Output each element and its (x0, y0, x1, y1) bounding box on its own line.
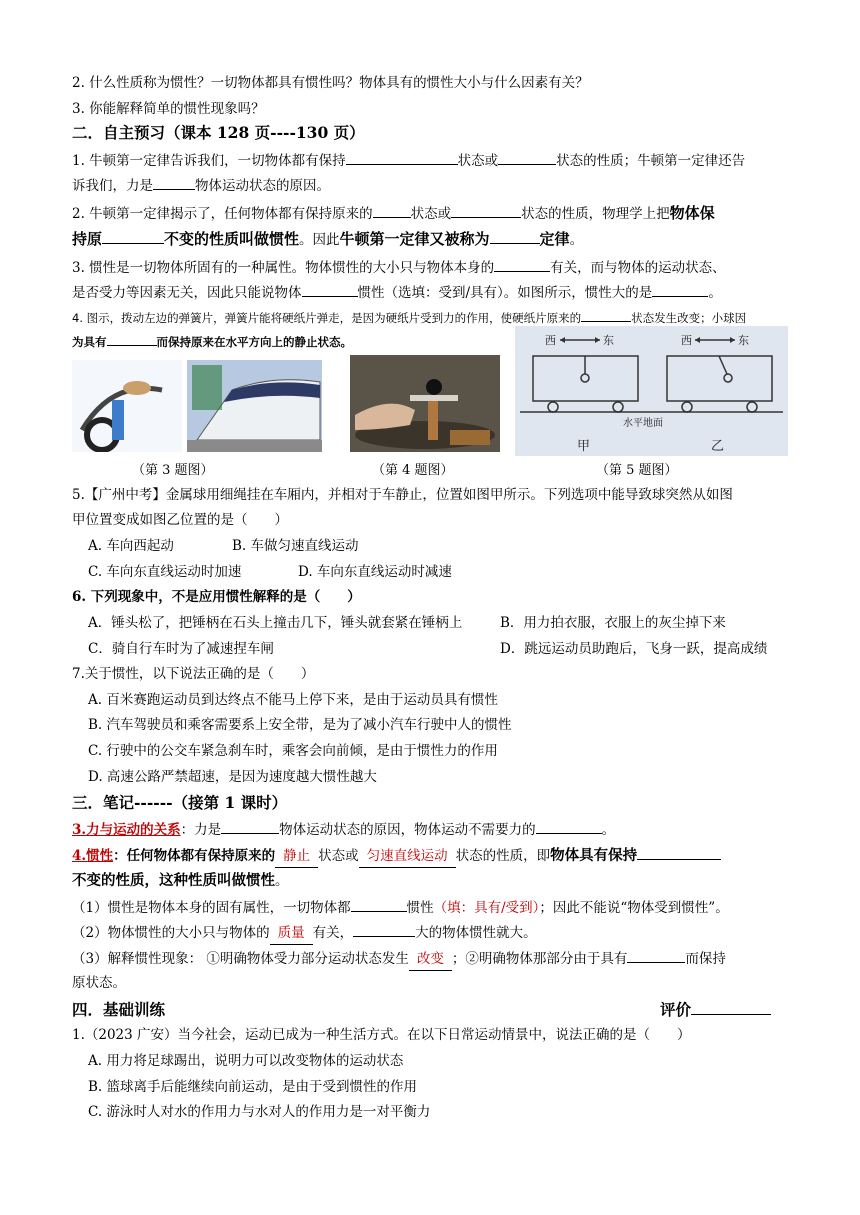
note-4-line-1 (72, 844, 792, 868)
text: 牛顿第一定律又被称为 (339, 230, 490, 248)
preview-item-2-line-1 (72, 202, 792, 225)
text: 物体保 (669, 204, 715, 222)
text: 3.力与运动的关系 (72, 822, 181, 838)
q7-option-a: A. 百米赛跑运动员到达终点不能马上停下来，是由于运动员具有惯性 (88, 692, 498, 708)
q5-option-b: B. 车做匀速直线运动 (232, 538, 359, 554)
text: 状态发生改变；小球因 (631, 311, 747, 325)
question-5-stem-2: 甲位置变成如图乙位置的是（ ） (72, 512, 288, 528)
text: 。 (569, 232, 584, 248)
text: 4.惯性 (72, 848, 114, 864)
note-sub-3 (72, 947, 792, 971)
question-2: 2. 什么性质称为惯性？一切物体都具有惯性吗？物体具有的惯性大小与什么因素有关？ (72, 75, 589, 91)
blank (102, 228, 164, 244)
blank (451, 202, 521, 218)
q5-option-a: A. 车向西起动 (88, 538, 174, 554)
text: 匀速直线运动 (359, 845, 456, 868)
text: 物体运动状态的原因，物体运动不需要力的 (279, 822, 536, 838)
q6-option-a: A．锤头松了，把锤柄在石头上撞击几下，锤头就套紧在锤柄上 (88, 615, 463, 631)
text: 有关， (312, 925, 354, 941)
preview-item-1-line-1 (72, 149, 792, 172)
training-q1-option-c: C. 游泳时人对水的作用力与水对人的作用力是一对平衡力 (88, 1104, 431, 1120)
fig5-west-label-2: 西 (681, 334, 692, 347)
text: 定律 (539, 230, 570, 248)
preview-item-3-line-2 (72, 281, 792, 304)
q5-option-d: D. 车向东直线运动时减速 (298, 564, 452, 580)
note-4-line-2 (72, 870, 792, 892)
q7-option-d: D. 高速公路严禁超速，是因为速度越大惯性越大 (88, 769, 377, 785)
text: 物体具有保持 (550, 847, 638, 864)
question-6-stem: 6. 下列现象中，不是应用惯性解释的是（ ） (72, 589, 361, 605)
fig5-east-label-2: 东 (738, 334, 749, 347)
text: 改变 (409, 948, 452, 971)
figure-3-image (72, 360, 322, 452)
text: （3）解释惯性现象： ①明确物体受力部分运动状态发生 (72, 951, 409, 967)
text: 有关，而与物体的运动状态、 (550, 260, 726, 276)
blank (221, 818, 279, 834)
blank (351, 896, 407, 912)
text: 大的物体惯性就大。 (415, 925, 537, 941)
blank (346, 149, 458, 165)
text: ：任何物体都有保持原来的 (113, 848, 276, 864)
text: 。 (275, 873, 289, 889)
text: ：力是 (180, 822, 222, 838)
fig5-jia-label: 甲 (577, 439, 591, 454)
blank (652, 281, 708, 297)
preview-item-1-line-2 (72, 174, 792, 197)
question-3: 3. 你能解释简单的惯性现象吗？ (72, 101, 265, 117)
text: ；②明确物体那部分由于具有 (451, 951, 628, 967)
fig5-ground-label: 水平地面 (623, 418, 663, 429)
note-sub-1 (72, 896, 792, 919)
note-sub-3-cont: 原状态。 (72, 975, 126, 991)
text: 状态或 (410, 206, 452, 222)
blank (490, 228, 540, 244)
blank (302, 281, 358, 297)
text: 是否受力等因素无关，因此只能说物体 (72, 285, 302, 301)
text: 状态或 (457, 153, 499, 169)
text: 不变的性质叫做惯性 (164, 230, 300, 248)
figure-5-diagram (515, 326, 788, 456)
note-3 (72, 818, 792, 841)
text: 2. 牛顿第一定律揭示了，任何物体都有保持原来的 (72, 206, 373, 222)
text: 静止 (275, 845, 318, 868)
q6-option-d: D．跳远运动员助跑后，飞身一跃，提高成绩 (500, 641, 768, 657)
blank (627, 947, 685, 963)
text: （填：具有/受到） (433, 900, 540, 916)
figure-4-image (350, 355, 500, 452)
blank (107, 330, 157, 346)
figure-4-caption: （第 4 题图） (372, 463, 454, 478)
text: 而保持 (685, 951, 726, 967)
blank (494, 256, 550, 272)
fig5-east-label: 东 (603, 334, 614, 347)
text: 为具有 (72, 335, 107, 349)
section-2-title: 二．自主预习（课本 128 页----130 页） (72, 123, 365, 142)
text: 。因此 (299, 232, 340, 248)
text: 而保持原来在水平方向上的静止状态。 (156, 335, 352, 349)
blank (581, 306, 631, 322)
text: 质量 (270, 922, 313, 945)
text: 评价 (660, 1000, 692, 1019)
blank (498, 149, 556, 165)
blank (637, 844, 721, 860)
blank (153, 174, 195, 190)
text: 惯性 (406, 900, 434, 916)
preview-item-3-line-1 (72, 256, 792, 279)
q6-option-c: C．骑自行车时为了减速捏车闸 (88, 641, 274, 657)
training-q1-option-b: B. 篮球离手后能继续向前运动，是由于受到惯性的作用 (88, 1079, 418, 1095)
question-5-stem: 5.【广州中考】金属球用细绳挂在车厢内，并相对于车静止，位置如图甲所示。下列选项中能导致球突然从如图 (72, 487, 733, 503)
text: 3. 惯性是一切物体所固有的一种属性。物体惯性的大小只与物体本身的 (72, 260, 495, 276)
question-7-stem: 7.关于惯性，以下说法正确的是（ ） (72, 666, 315, 682)
text: ；因此不能说“物体受到惯性”。 (539, 900, 729, 916)
text: 。 (601, 822, 616, 838)
blank (353, 921, 415, 937)
q7-option-b: B. 汽车驾驶员和乘客需要系上安全带，是为了减小汽车行驶中人的惯性 (88, 717, 512, 733)
text: 状态或 (318, 848, 359, 864)
q5-option-c: C. 车向东直线运动时加速 (88, 564, 242, 580)
blank (373, 202, 411, 218)
text: 诉我们，力是 (72, 178, 153, 194)
fig5-yi-label: 乙 (711, 439, 725, 454)
section-4-title: 四．基础训练 (72, 1000, 166, 1019)
training-question-1: 1.（2023 广安）当今社会，运动已成为一种生活方式。在以下日常运动情景中，说法正确的是（ ） (72, 1027, 691, 1043)
preview-item-2-line-2 (72, 228, 792, 251)
text: 物体运动状态的原因。 (195, 178, 330, 194)
q7-option-c: C. 行驶中的公交车紧急刹车时，乘客会向前倾，是由于惯性力的作用 (88, 743, 498, 759)
training-q1-option-a: A. 用力将足球踢出，说明力可以改变物体的运动状态 (88, 1053, 404, 1069)
text: 状态的性质；牛顿第一定律还告 (556, 153, 746, 169)
text: 状态的性质，物理学上把 (521, 206, 670, 222)
text: 1. 牛顿第一定律告诉我们，一切物体都有保持 (72, 153, 346, 169)
text: 惯性（选填：受到/具有）。如图所示，惯性大的是 (357, 285, 653, 301)
section-3-title: 三．笔记------（接第 1 课时） (72, 793, 288, 812)
text: 4. 图示，拨动左边的弹簧片，弹簧片能将硬纸片弹走，是因为硬纸片受到力的作用，使硬纸片原来的 (72, 311, 582, 325)
evaluation-field (660, 999, 771, 1021)
figure-3-caption: （第 3 题图） (132, 463, 214, 478)
text: （2）物体惯性的大小只与物体的 (72, 925, 270, 941)
text: （1）惯性是物体本身的固有属性，一切物体都 (72, 900, 351, 916)
text: 。 (708, 285, 722, 301)
q6-option-b: B．用力拍衣服，衣服上的灰尘掉下来 (500, 615, 726, 631)
text: 持原 (72, 230, 103, 248)
note-sub-2 (72, 921, 792, 945)
text: 状态的性质，即 (455, 848, 551, 864)
blank (691, 999, 771, 1015)
figure-5-caption: （第 5 题图） (596, 463, 678, 478)
text: 不变的性质，这种性质叫做惯性 (72, 872, 275, 889)
fig5-west-label: 西 (545, 334, 556, 347)
blank (536, 818, 602, 834)
